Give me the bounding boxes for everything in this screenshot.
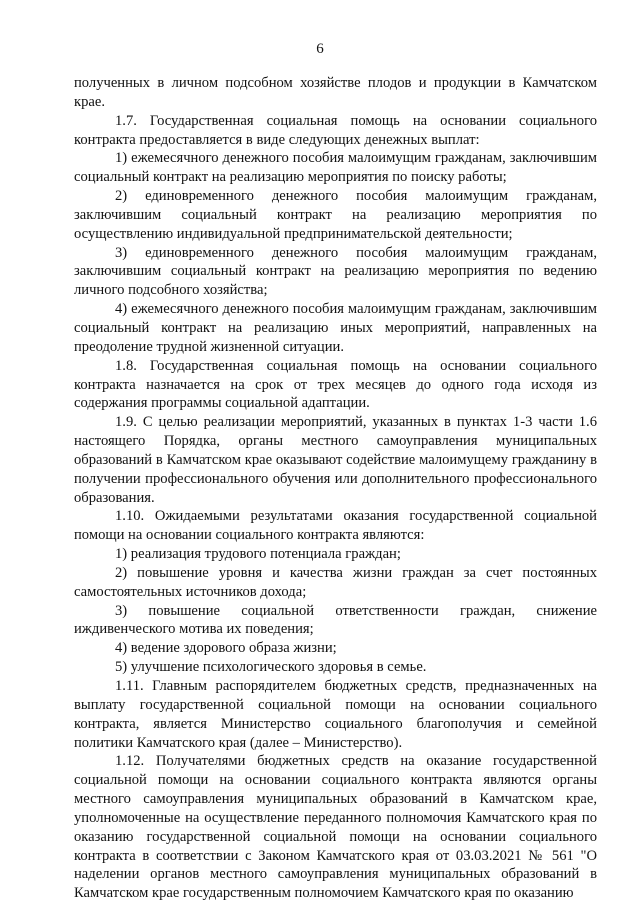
paragraph-1-12: 1.12. Получателями бюджетных средств на оказание государственной социальной помощи на основании социального контракта являются органы местного самоуправления муниципальных образований в Камчатском крае, уполномоченные на осуществление переданного полномочия Камчатского края по оказанию государственной социальной помощи на основании социального контракта в соответствии с Законом Камчатского края от 03.03.2021 № 561 "О наделении органов местного самоуправления муниципальных образований в Камчатском крае государственным полномочием Камчатского края по оказанию: [74, 753, 597, 902]
paragraph-1-8: 1.8. Государственная социальная помощь на основании социального контракта назначается на срок от трех месяцев до одного года исходя из содержания программы социальной адаптации.: [74, 357, 597, 412]
paragraph-1-9: 1.9. С целью реализации мероприятий, указанных в пунктах 1-3 части 1.6 настоящего Порядка, органы местного самоуправления муниципальных образований в Камчатском крае оказывают содействие малоимущему гражданину в получении профессионального обучения или дополнительного профессионального образования.: [74, 414, 597, 506]
list-item-1-10-1: 1) реализация трудового потенциала граждан;: [115, 546, 401, 563]
paragraph-1-11: 1.11. Главным распорядителем бюджетных средств, предназначенных на выплату государственной социальной помощи на основании социального контракта, является Министерство социального благополучия и семейной политики Камчатского края (далее – Министерство).: [74, 678, 597, 751]
list-item-1-10-5: 5) улучшение психологического здоровья в семье.: [115, 659, 427, 676]
list-item-1-10-2: 2) повышение уровня и качества жизни граждан за счет постоянных самостоятельных источников дохода;: [74, 564, 597, 600]
list-item-1-10-3: 3) повышение социальной ответственности граждан, снижение иждивенческого мотива их поведения;: [74, 602, 597, 638]
page-number: 6: [316, 41, 324, 57]
paragraph-1-7: 1.7. Государственная социальная помощь на основании социального контракта предоставляется в виде следующих денежных выплат:: [74, 112, 597, 148]
paragraph-continuation: полученных в личном подсобном хозяйстве плодов и продукции в Камчатском крае.: [74, 75, 597, 110]
list-item-1-10-4: 4) ведение здорового образа жизни;: [115, 640, 337, 657]
list-item-1-7-4: 4) ежемесячного денежного пособия малоимущим гражданам, заключившим социальный контракт на реализацию иных мероприятий, направленных на преодоление трудной жизненной ситуации.: [74, 301, 597, 355]
document-body: [74, 74, 597, 903]
list-item-1-7-2: 2) единовременного денежного пособия малоимущим гражданам, заключившим социальный контракт на реализацию мероприятия по осуществлению индивидуальной предпринимательской деятельности;: [74, 188, 597, 242]
list-item-1-7-1: 1) ежемесячного денежного пособия малоимущим гражданам, заключившим социальный контракт на реализацию мероприятия по поиску работы;: [74, 150, 597, 186]
paragraph-1-10: 1.10. Ожидаемыми результатами оказания государственной социальной помощи на основании социального контракта являются:: [74, 508, 597, 544]
list-item-1-7-3: 3) единовременного денежного пособия малоимущим гражданам, заключившим социальный контракт на реализацию мероприятия по ведению личного подсобного хозяйства;: [74, 244, 597, 299]
